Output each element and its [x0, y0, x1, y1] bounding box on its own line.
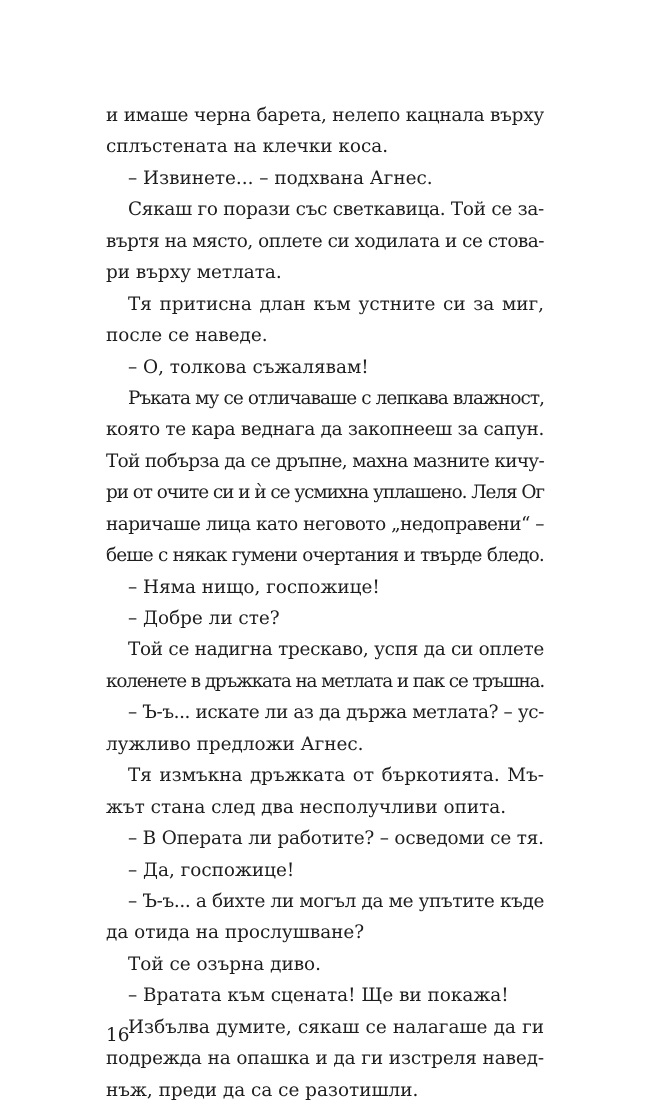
text-line: подрежда на опашка и да ги изстреля навед-	[106, 1048, 544, 1070]
text-line: после се наведе.	[106, 325, 268, 347]
text-line: нъж, преди да са се разотишли.	[106, 1079, 419, 1101]
text-line: беше с някак гумени очертания и твърде бледо.	[106, 545, 544, 567]
text-line: жът стана след два несполучливи опита.	[106, 796, 507, 818]
text-line: – Ъ-ъ... искате ли аз да държа метлата? – ус-	[128, 702, 544, 724]
text-line: Тя измъкна дръжката от бъркотията. Мъ-	[128, 765, 544, 787]
text-line: Тя притисна длан към устните си за миг,	[128, 293, 544, 315]
text-line: ри от очите си и ѝ се усмихна уплашено. Леля Ог	[106, 482, 544, 504]
text-line: която те кара веднага да закопнееш за сапун.	[106, 419, 544, 441]
text-line: сплъстената на клечки коса.	[106, 136, 389, 158]
page-number: 16	[106, 1025, 130, 1046]
text-line: Той се надигна трескаво, успя да си оплете	[128, 639, 544, 661]
text-line: и имаше черна барета, нелепо кацнала върху	[106, 105, 544, 126]
text-line: – В Операта ли работите? – осведоми се тя.	[128, 828, 544, 850]
text-line: – Извинете... – подхвана Агнес.	[128, 167, 433, 189]
text-line: Сякаш го порази със светкавица. Той се за-	[128, 199, 544, 221]
text-line: коленете в дръжката на метлата и пак се тръшна.	[106, 670, 544, 692]
text-line: – Вратата към сцената! Ще ви покажа!	[128, 985, 509, 1007]
text-line: въртя на място, оплете си ходилата и се стова-	[106, 230, 544, 252]
text-line: ри върху метлата.	[106, 262, 282, 284]
text-line: да отида на прослушване?	[106, 922, 365, 944]
text-line: лужливо предложи Агнес.	[106, 733, 364, 755]
text-line: – Ъ-ъ... а бихте ли могъл да ме упътите къде	[128, 890, 544, 912]
text-line: Той се озърна диво.	[128, 953, 321, 975]
body-text	[106, 100, 544, 1106]
text-line: – Да, госпожице!	[128, 859, 295, 881]
text-line: – О, толкова съжалявам!	[128, 356, 369, 378]
text-line: наричаше лица като неговото „недоправени“ –	[106, 513, 544, 535]
text-line: Избълва думите, сякаш се налагаше да ги	[128, 1016, 544, 1038]
text-line: – Добре ли сте?	[128, 608, 280, 629]
text-line: Ръката му се отличаваше с лепкава влажност,	[128, 387, 544, 409]
text-line: Той побърза да се дръпне, махна мазните кичу-	[106, 450, 544, 472]
text-line: – Няма нищо, госпожице!	[128, 576, 380, 598]
